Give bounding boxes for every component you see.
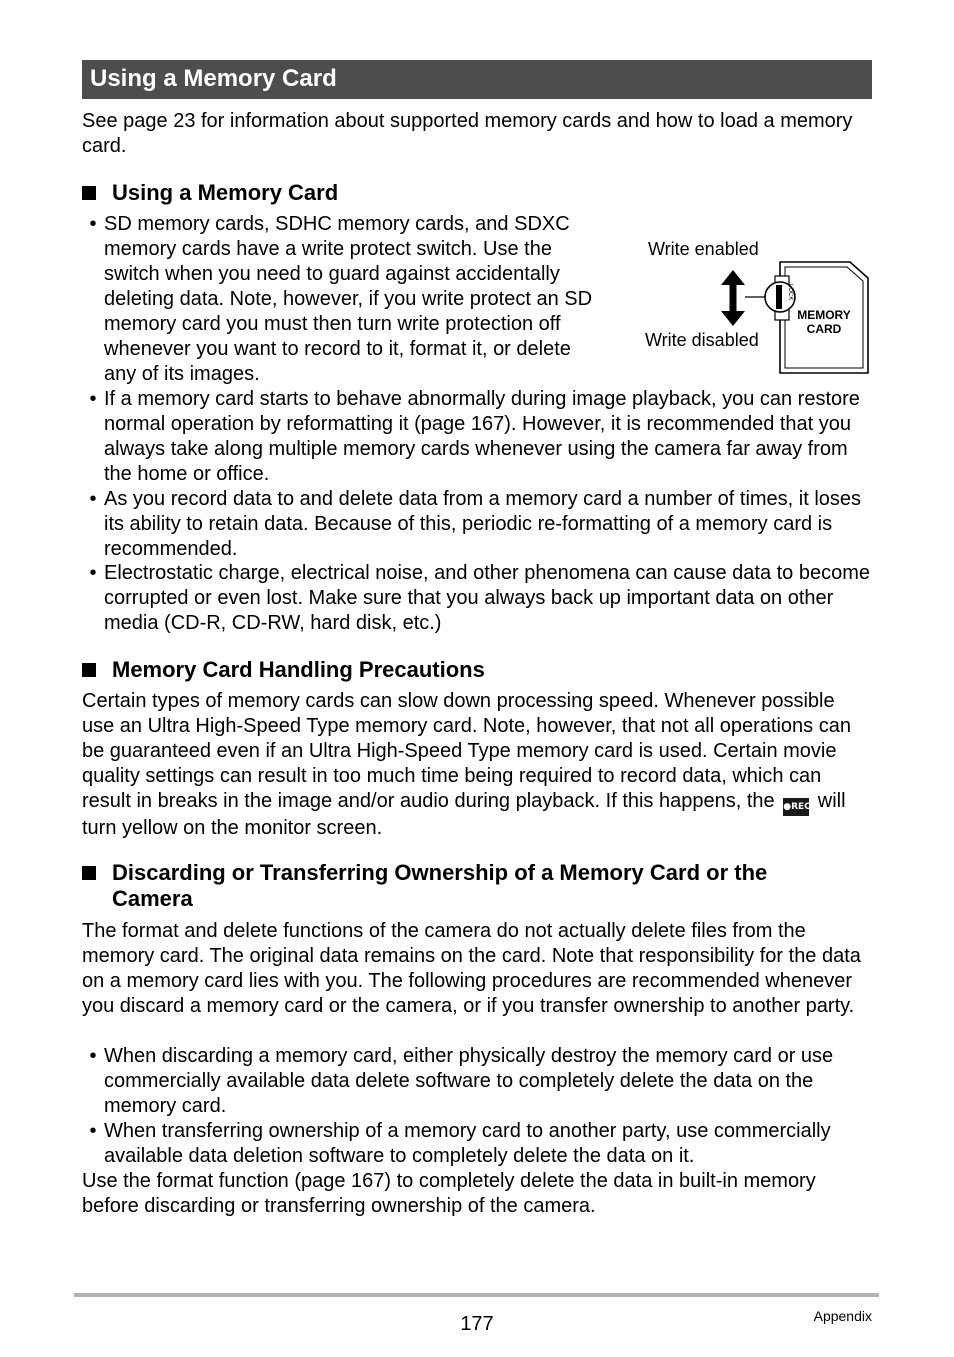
list-item-text: SD memory cards, SDHC memory cards, and SDXC memory cards have a write protect switch. Use the switch when you need to guard against accidentally deleting data. Note, however, if you write protect an SD memory card you must then turn write protection off whenever you want to record to it, format it, or delete any of its images. <box>104 213 593 385</box>
list-item-text: When discarding a memory card, either physically destroy the memory card or use commercially available data delete software to completely delete the data on the memory card. <box>104 1045 834 1117</box>
page-number: 177 <box>460 1313 494 1335</box>
precautions-paragraph <box>82 689 872 841</box>
card-text-line1: MEMORY <box>797 308 851 322</box>
write-disabled-label: Write disabled <box>645 330 759 350</box>
square-bullet-icon <box>82 186 96 200</box>
list-item <box>82 1044 870 1119</box>
precautions-text-after-icon: will turn yellow on the monitor screen. <box>82 790 846 839</box>
list-item <box>82 561 870 636</box>
section-heading-precautions <box>82 657 852 683</box>
card-text-line2: CARD <box>806 322 842 336</box>
list-item <box>82 387 864 487</box>
bullet-icon: • <box>89 388 97 410</box>
section-heading-text: Discarding or Transferring Ownership of a Memory Card or the Camera <box>112 860 768 911</box>
list-item-text: If a memory card starts to behave abnormally during image playback, you can restore normal operation by reformatting it (page 167). However, it is recommended that you always take along multiple memory cards whenever using the camera far away from the home or office. <box>104 388 860 485</box>
section-heading-text: Memory Card Handling Precautions <box>112 657 485 682</box>
list-item-text: As you record data to and delete data from a memory card a number of times, it loses its ability to retain data. Because of this, periodic re-formatting of a memory card is recommended. <box>104 488 862 560</box>
closing-paragraph: Use the format function (page 167) to completely delete the data in built-in memory before discarding or transferring ownership of the camera. <box>82 1170 816 1217</box>
precautions-text-before-icon: Certain types of memory cards can slow down processing speed. Whenever possible use an Ultra High-Speed Type memory card. Note, however, that not all operations can be guaranteed even if an Ultra High-Speed Type memory card is used. Certain movie quality settings can result in too much time being required to record data, which can result in breaks in the image and/or audio during playback. If this happens, the <box>82 690 851 812</box>
rec-icon: ●REC <box>783 798 809 816</box>
bullet-icon: • <box>89 1045 97 1067</box>
square-bullet-icon <box>82 866 96 880</box>
list-item <box>82 212 596 387</box>
discarding-paragraph: The format and delete functions of the camera do not actually delete files from the memory card. The original data remains on the card. Note that responsibility for the data on a memory card lies with you. The following procedures are recommended whenever you discard a memory card or the camera, or if you transfer ownership to another party. <box>82 920 861 1017</box>
write-protect-figure <box>630 230 880 380</box>
section-heading-discarding <box>82 860 852 912</box>
bullet-icon: • <box>89 488 97 510</box>
write-enabled-label: Write enabled <box>648 239 759 259</box>
section-heading-text: Using a Memory Card <box>112 180 339 205</box>
footer-divider <box>74 1293 879 1297</box>
up-down-arrow-icon <box>721 270 745 326</box>
list-item <box>82 1119 870 1169</box>
footer-section-name: Appendix <box>813 1308 872 1324</box>
bullet-icon: • <box>89 213 97 235</box>
section-heading-using <box>82 180 852 206</box>
page-title: Using a Memory Card <box>82 60 872 99</box>
memory-card-diagram <box>630 230 880 380</box>
list-item <box>82 487 870 562</box>
list-item-text: Electrostatic charge, electrical noise, and other phenomena can cause data to become corrupted or even lost. Make sure that you always back up important data on other media (CD-R, CD-RW, hard disk, etc.) <box>104 562 871 634</box>
list-item-text: When transferring ownership of a memory card to another party, use commercially available data deletion software to completely delete the data on it. <box>104 1120 831 1167</box>
intro-paragraph: See page 23 for information about supported memory cards and how to load a memory card. <box>82 110 853 157</box>
square-bullet-icon <box>82 663 96 677</box>
lock-text: LOCK <box>787 284 793 301</box>
bullet-icon: • <box>89 562 97 584</box>
lock-switch-slider <box>776 285 782 309</box>
bullet-icon: • <box>89 1120 97 1142</box>
